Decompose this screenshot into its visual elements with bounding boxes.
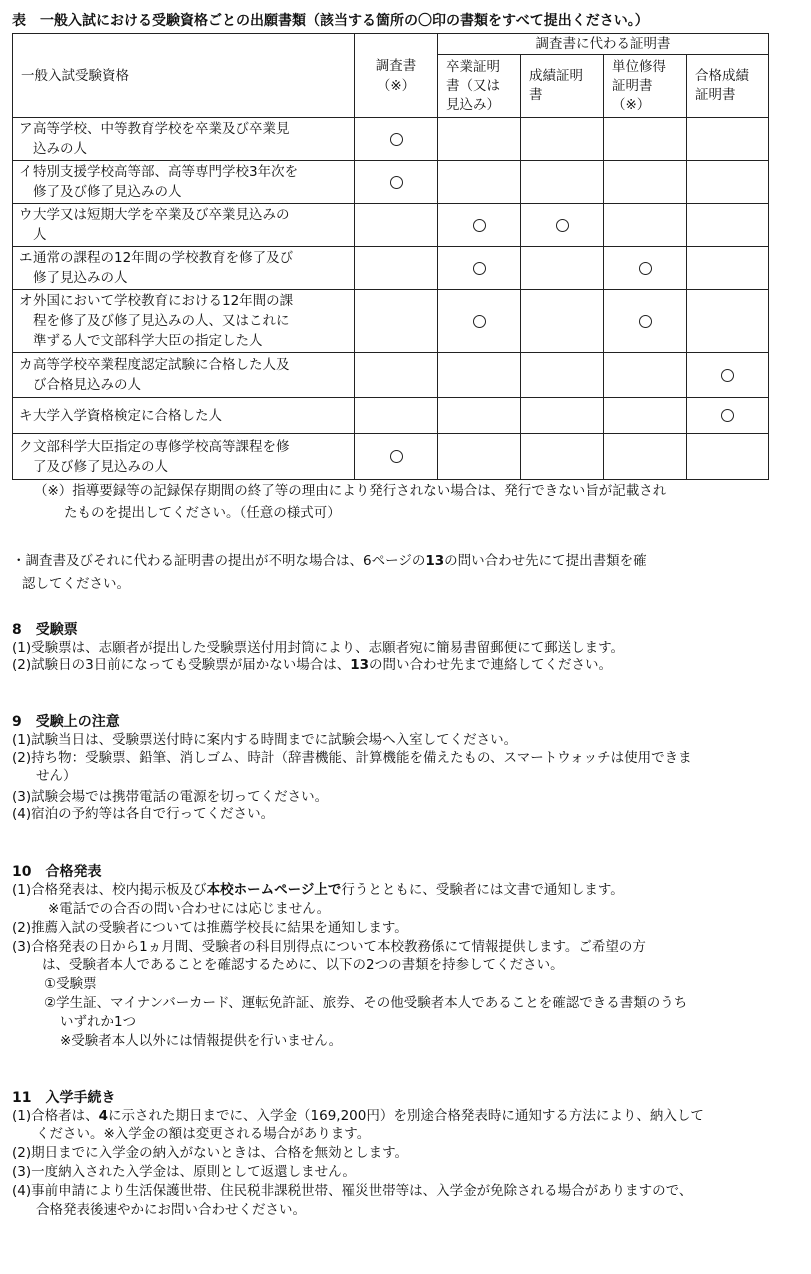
mark-cell [687,118,769,161]
section-10-sub-2-line-1: ②学生証、マイナンバーカード、運転免許証、旅券、その他受験者本人であることを確認できる書類のうち [44,995,688,1011]
qualification-text: 外国において学校教育における12年間の課 程を修了及び修了見込みの人、又はこれに 準ずる人で文部科学大臣の指定した人 [33,293,294,349]
section-11-title: 11 入学手続き [12,1090,116,1106]
mark-cell [521,398,604,434]
section-8-title: 8 受験票 [12,622,78,638]
section-10-item-1 [12,882,802,899]
section-11-item-1 [12,1108,802,1125]
section-8-item-2-post: の問い合わせ先まで連絡してください。 [369,657,613,673]
qualification-letter: ク [19,438,33,455]
circle-mark-icon [473,315,486,328]
mark-cell [521,204,604,247]
section-9-item-1: (1)試験当日は、受験票送付時に案内する時間までに試験会場へ入室してください。 [12,732,518,748]
qualification-text: 通常の課程の12年間の学校教育を修了及び 修了見込みの人 [33,250,294,286]
graduation-cert-header: 卒業証明 書（又は 見込み） [438,55,521,118]
credit-cert-header: 単位修得 証明書 （※） [604,55,687,118]
circle-mark-icon [721,409,734,422]
table-row [13,204,769,247]
table-row [13,118,769,161]
alt-group-header: 調査書に代わる証明書 [438,34,769,55]
mark-cell [438,118,521,161]
section-11-item-4-line-2: 合格発表後速やかにお問い合わせください。 [36,1202,306,1218]
mark-cell [438,290,521,353]
mark-cell [438,204,521,247]
qualification-header: 一般入試受験資格 [13,34,355,118]
section-10-item-1-post: 行うとともに、受験者には文書で通知します。 [341,882,624,898]
mark-cell [604,204,687,247]
pass-score-cert-header: 合格成績 証明書 [687,55,769,118]
section-8-item-2 [12,657,802,674]
mark-cell [687,398,769,434]
table-row [13,247,769,290]
qualification-cell [13,290,355,353]
qualification-text: 特別支援学校高等部、高等専門学校3年次を 修了及び修了見込みの人 [33,164,299,200]
qualification-text: 大学入学資格検定に合格した人 [33,407,222,424]
circle-mark-icon [473,262,486,275]
circle-mark-icon [721,369,734,382]
qualification-cell [13,353,355,398]
circle-mark-icon [390,176,403,189]
qualification-letter: ウ [19,207,33,223]
table-row [13,161,769,204]
section-8-item-2-text: (2)試験日の3日前になっても受験票が届かない場合は、 [12,657,351,673]
mark-cell [604,434,687,480]
mark-cell [355,353,438,398]
mark-cell [604,290,687,353]
table-row [13,290,769,353]
section-11-item-2: (2)期日までに入学金の納入がないときは、合格を無効とします。 [12,1145,409,1161]
section-10-item-1-text: (1)合格発表は、校内掲示板及び [12,882,207,898]
section-11-item-4-line-1: (4)事前申請により生活保護世帯、住民税非課税世帯、罹災世帯等は、入学金が免除される場合がありますので、 [12,1183,693,1199]
mark-cell [355,161,438,204]
qualification-letter: エ [19,250,33,266]
mark-cell [438,398,521,434]
mark-cell [521,247,604,290]
qualification-text: 大学又は短期大学を卒業及び卒業見込みの 人 [33,207,290,243]
qualification-text: 高等学校卒業程度認定試験に合格した人及 び合格見込みの人 [33,357,290,393]
qualification-cell [13,118,355,161]
table-row [13,353,769,398]
mark-cell [604,353,687,398]
section-8-item-1: (1)受験票は、志願者が提出した受験票送付用封筒により、志願者宛に簡易書留郵便にて郵送します。 [12,640,625,656]
mark-cell [687,290,769,353]
mark-cell [438,247,521,290]
bullet-text: ・調査書及びそれに代わる証明書の提出が不明な場合は、6ページの [12,553,426,569]
section-9-item-2-line-2: せん） [36,768,77,784]
note-line-2: たものを提出してください。（任意の様式可） [64,505,341,521]
mark-cell [687,204,769,247]
mark-cell [438,434,521,480]
mark-cell [355,247,438,290]
mark-cell [355,434,438,480]
mark-cell [687,434,769,480]
mark-cell [521,118,604,161]
table-row [13,434,769,480]
mark-cell [438,353,521,398]
mark-cell [355,398,438,434]
mark-cell [355,204,438,247]
circle-mark-icon [639,262,652,275]
qualification-letter: イ [19,164,33,180]
note-line-1: （※）指導要録等の記録保存期間の終了等の理由により発行されない場合は、発行できない旨が記載され [34,483,667,499]
qualification-text: 高等学校、中等教育学校を卒業及び卒業見 込みの人 [33,121,290,157]
section-10-sub-1: ①受験票 [44,976,97,992]
qualification-cell [13,398,355,434]
section-9-item-4: (4)宿泊の予約等は各自で行ってください。 [12,806,275,822]
qualification-cell [13,204,355,247]
section-9-item-2-line-1: (2)持ち物：受験票、鉛筆、消しゴム、時計（辞書機能、計算機能を備えたもの、スマートウォッチは使用できま [12,750,692,766]
section-10-title: 10 合格発表 [12,864,102,880]
section-10-item-3-line-1: (3)合格発表の日から1ヵ月間、受験者の科目別得点について本校教務係にて情報提供します。ご希望の方 [12,939,646,955]
qualification-cell [13,434,355,480]
qualification-letter: キ [19,407,33,424]
qualification-text: 文部科学大臣指定の専修学校高等課程を修 了及び修了見込みの人 [33,438,290,475]
section-11-item-1-text: (1)合格者は、 [12,1108,99,1124]
circle-mark-icon [639,315,652,328]
circle-mark-icon [556,219,569,232]
mark-cell [521,434,604,480]
section-11-ref: 4 [98,1108,109,1124]
table-row [13,398,769,434]
section-9-title: 9 受験上の注意 [12,714,120,730]
mark-cell [604,247,687,290]
section-10-item-2: (2)推薦入試の受験者については推薦学校長に結果を通知します。 [12,920,408,936]
circle-mark-icon [390,133,403,146]
section-10-item-1-note: ※電話での合否の問い合わせには応じません。 [48,901,331,917]
table-caption: 表 一般入試における受験資格ごとの出願書類（該当する箇所の〇印の書類をすべて提出ください。） [12,13,649,29]
qualification-letter: ア [19,121,33,137]
qualification-letter: カ [19,357,33,373]
section-11-item-1-post: に示された期日までに、入学金（169,200円）を別途合格発表時に通知する方法により、納入して [108,1108,704,1124]
mark-cell [521,161,604,204]
circle-mark-icon [473,219,486,232]
circle-mark-icon [390,450,403,463]
section-9-item-3: (3)試験会場では携帯電話の電源を切ってください。 [12,789,329,805]
mark-cell [355,118,438,161]
transcript-header: 成績証明 書 [521,55,604,118]
mark-cell [687,353,769,398]
section-10-sub-2-line-2: いずれか1つ [60,1014,137,1030]
application-documents-table [12,33,769,480]
bullet-text-post: の問い合わせ先にて提出書類を確 [444,553,647,569]
mark-cell [604,161,687,204]
qualification-letter: オ [19,293,33,309]
bullet-ref: 13 [425,553,445,569]
qualification-cell [13,247,355,290]
bullet-line-2: 認してください。 [22,576,130,592]
mark-cell [521,353,604,398]
mark-cell [687,161,769,204]
section-10-item-3-line-2: は、受験者本人であることを確認するために、以下の2つの書類を持参してください。 [42,957,564,973]
mark-cell [438,161,521,204]
mark-cell [604,118,687,161]
section-10-item-3-note: ※受験者本人以外には情報提供を行いません。 [60,1033,343,1049]
section-8-item-2-ref: 13 [350,657,370,673]
mark-cell [604,398,687,434]
section-11-item-3: (3)一度納入された入学金は、原則として返還しません。 [12,1164,356,1180]
homepage-emphasis: 本校ホームページ上で [206,882,342,898]
section-11-item-1-line-2: ください。※入学金の額は変更される場合があります。 [36,1126,371,1142]
qualification-cell [13,161,355,204]
mark-cell [355,290,438,353]
survey-header: 調査書 （※） [355,34,438,118]
bullet-line-1 [12,553,802,570]
mark-cell [521,290,604,353]
mark-cell [687,247,769,290]
